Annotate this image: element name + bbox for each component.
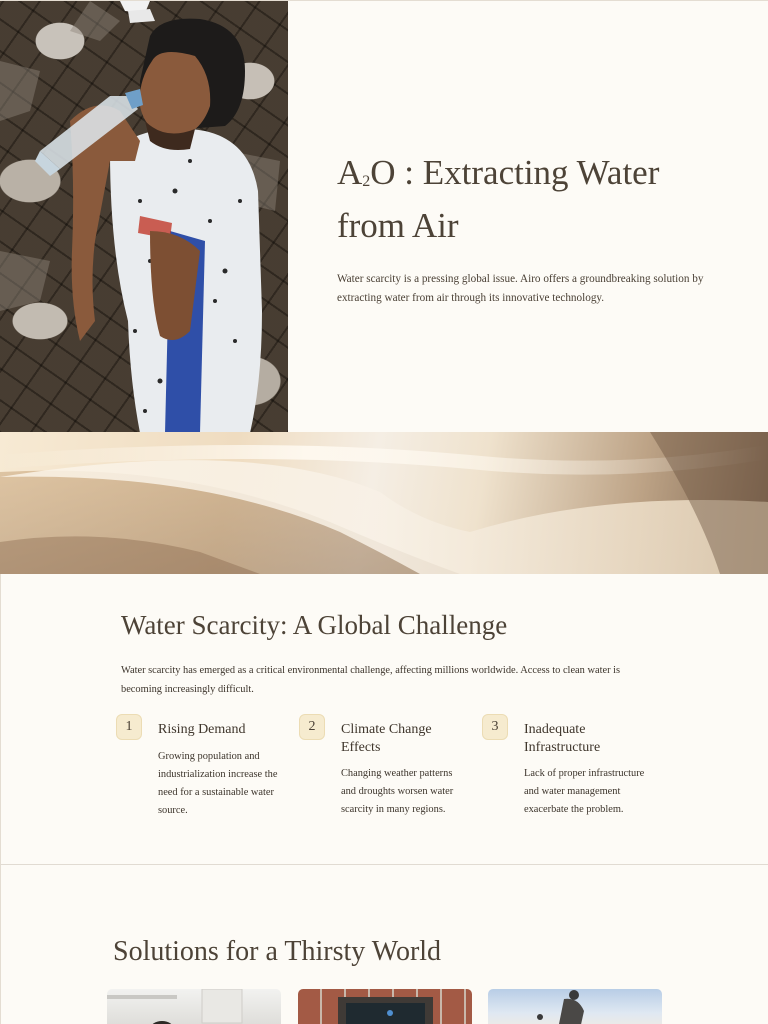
- hero-description: Water scarcity is a pressing global issue. Airo offers a groundbreaking solution by extracting water from air through its innovative technology.: [337, 273, 704, 304]
- hero-text-block: [337, 151, 717, 308]
- sand-dune-banner-image: [0, 432, 768, 574]
- factor-title: Rising Demand: [158, 722, 246, 737]
- solutions-title: Solutions for a Thirsty World: [113, 936, 442, 967]
- hero-photo-man-drinking-water: [0, 1, 288, 433]
- solution-card-image-kitchen[interactable]: [107, 989, 281, 1024]
- factor-title: Climate Change Effects: [341, 722, 432, 755]
- factor-description: Growing population and industrialization increase the need for a sustainable water source.: [158, 751, 278, 816]
- solution-card-image-well[interactable]: [298, 989, 472, 1024]
- factor-number-badge: 1: [116, 714, 142, 740]
- water-scarcity-section: [0, 574, 768, 865]
- hero-title-subscript: 2: [362, 173, 371, 190]
- scarcity-description: Water scarcity has emerged as a critical environmental challenge, affecting millions worldwide. Access to clean water is becoming increasingly difficult.: [121, 665, 621, 695]
- hero-title-rest: O : Extracting Water from Air: [337, 153, 660, 245]
- factor-description: Lack of proper infrastructure and water management exacerbate the problem.: [524, 768, 645, 815]
- hero-title-prefix: A: [337, 153, 363, 192]
- scarcity-title: Water Scarcity: A Global Challenge: [121, 610, 508, 640]
- factor-description: Changing weather patterns and droughts worsen water scarcity in many regions.: [341, 768, 454, 815]
- solutions-section: [0, 865, 768, 1024]
- solution-card-image-outdoor[interactable]: [488, 989, 662, 1024]
- factor-number-badge: 3: [482, 714, 508, 740]
- factor-number-badge: 2: [299, 714, 325, 740]
- factor-title: Inadequate Infrastructure: [524, 722, 601, 755]
- hero-section: [0, 0, 768, 432]
- hero-title: [337, 151, 717, 248]
